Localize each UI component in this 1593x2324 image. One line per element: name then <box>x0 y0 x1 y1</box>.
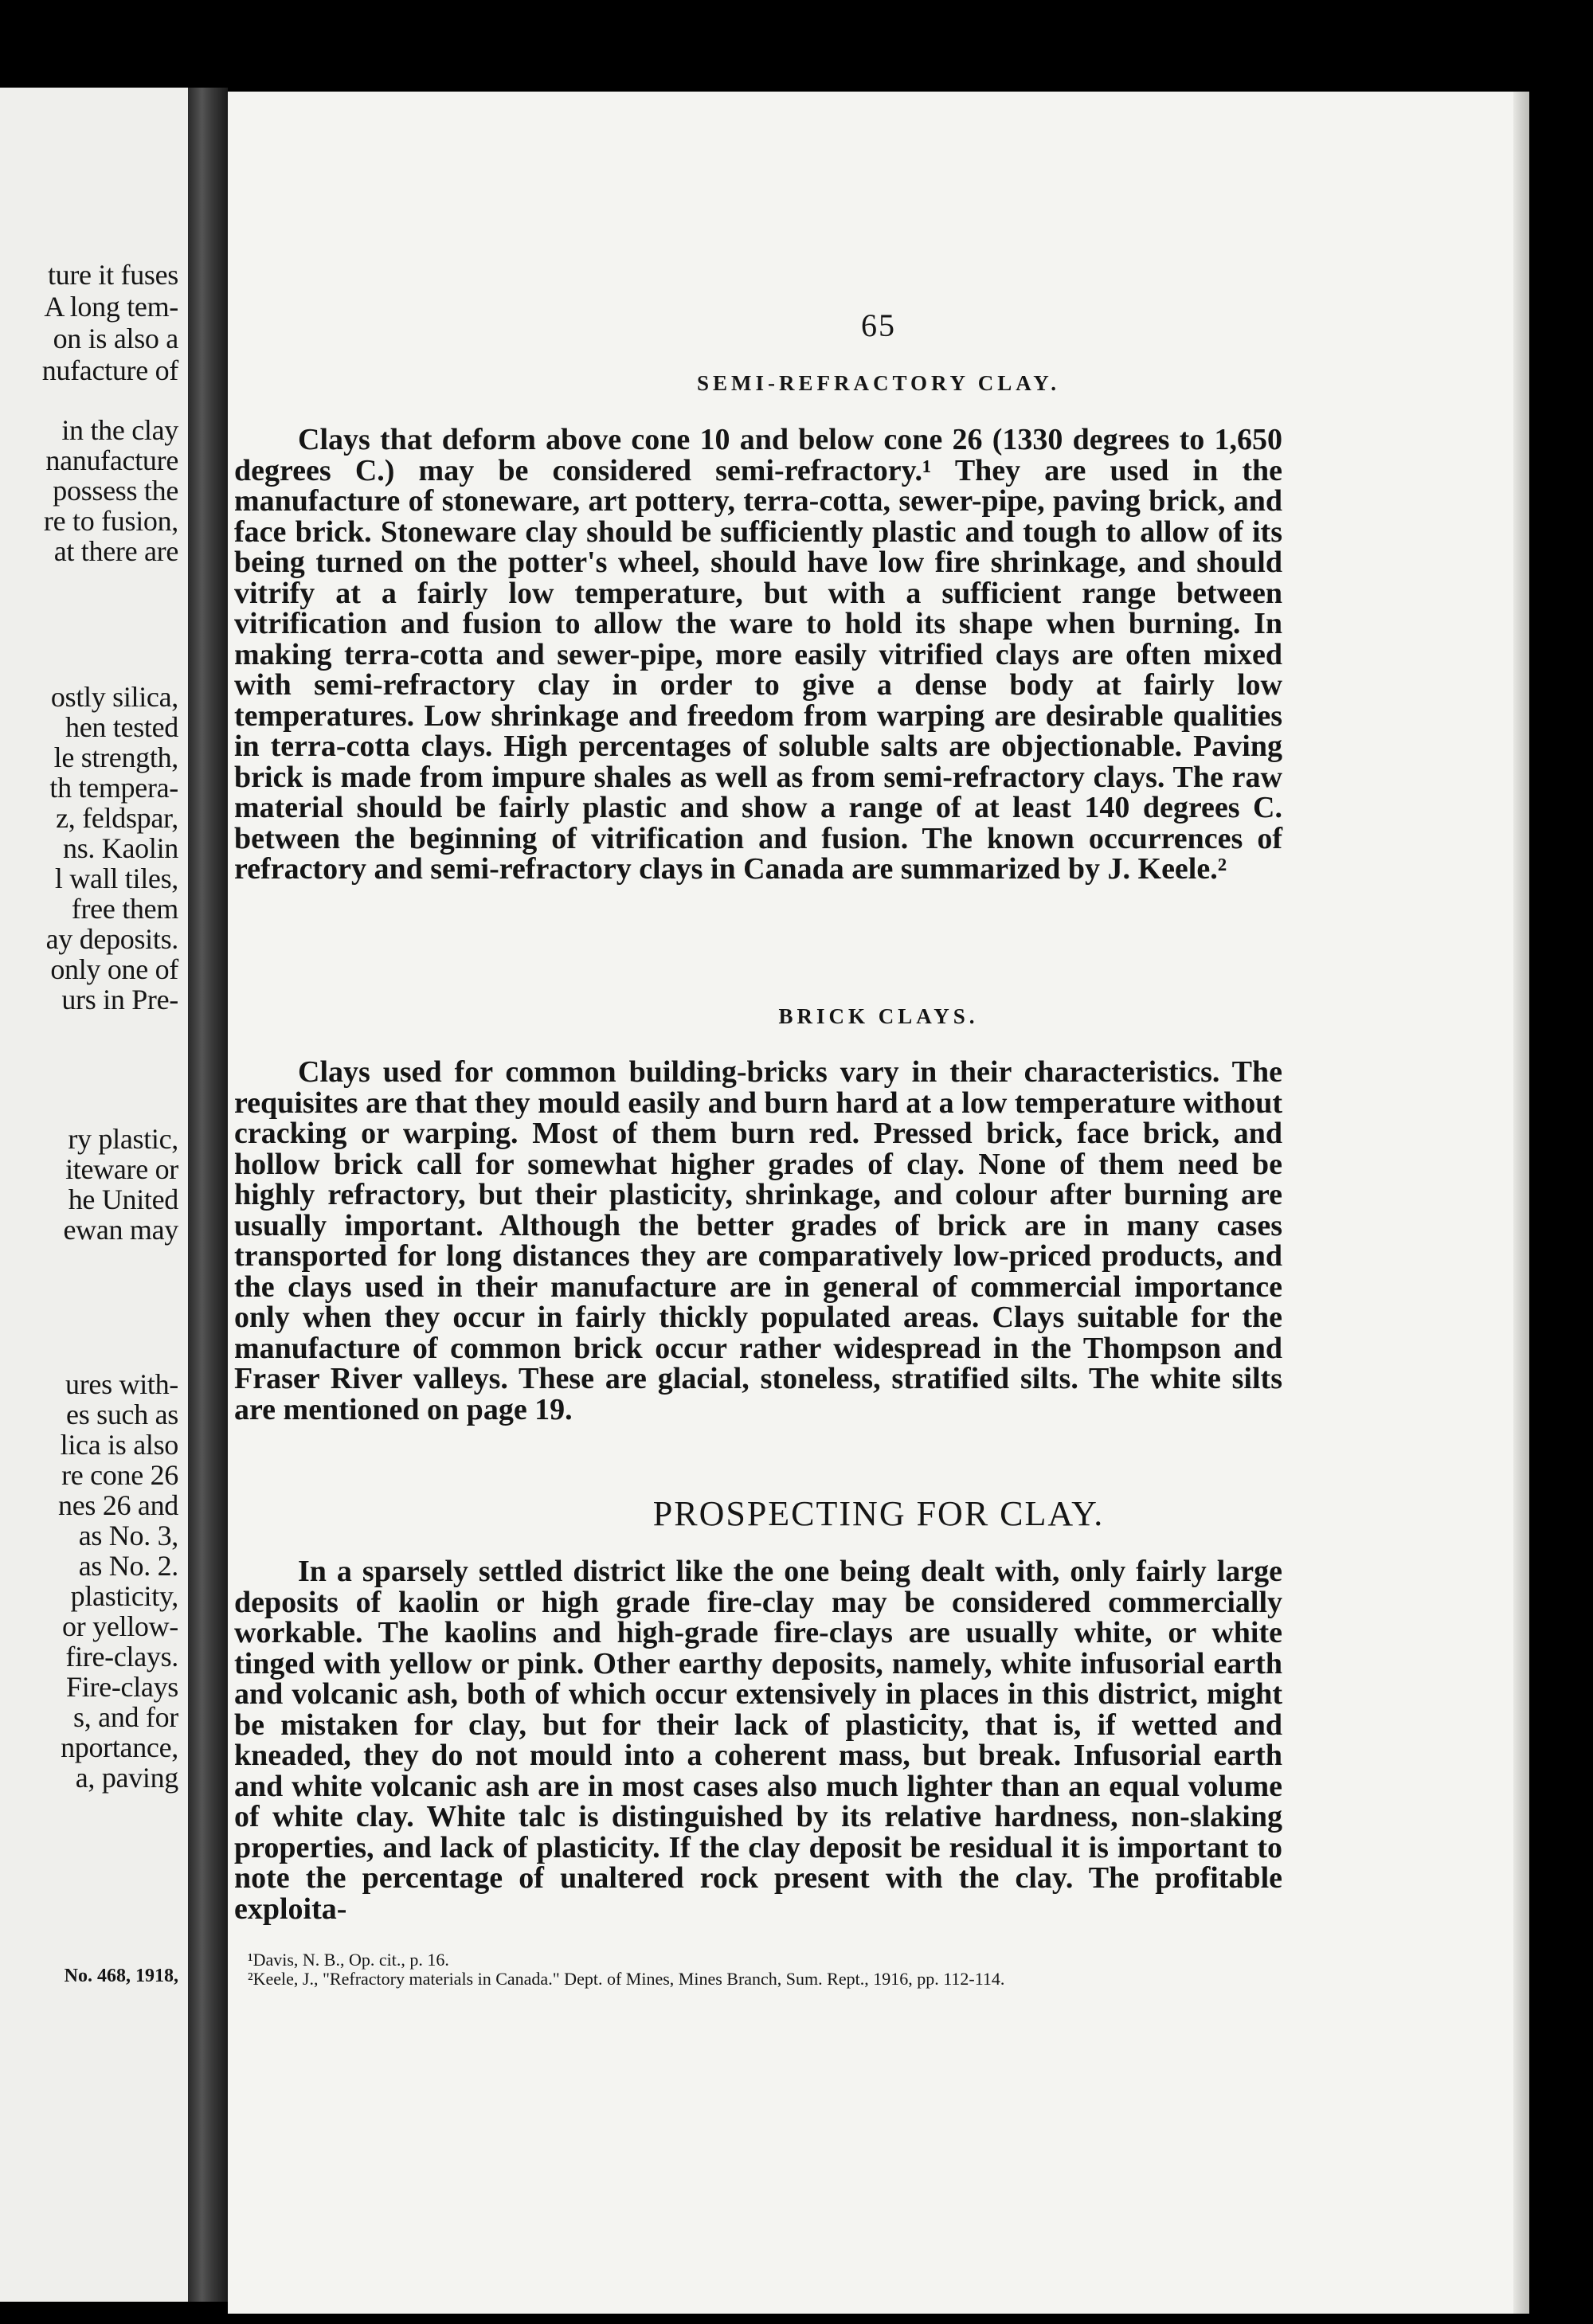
section-heading-brick-clays: BRICK CLAYS. <box>778 1004 979 1028</box>
left-page-line: Fire-clays <box>66 1671 178 1703</box>
left-page-line: possess the <box>53 475 178 507</box>
left-facing-page <box>0 88 188 2302</box>
binding-gutter <box>188 88 228 2302</box>
left-page-line: ns. Kaolin <box>63 832 178 864</box>
left-page-line: only one of <box>50 953 178 985</box>
left-page-line: th tempera- <box>49 772 178 804</box>
left-page-line: hen tested <box>65 711 178 743</box>
left-page-line: le strength, <box>53 741 178 773</box>
footnote-1: ¹Davis, N. B., Op. cit., p. 16. <box>248 1950 449 1970</box>
left-page-line: nufacture of <box>41 354 178 386</box>
section-heading-prospecting-for-clay: PROSPECTING FOR CLAY. <box>652 1494 1105 1533</box>
paragraph-brick-clays: Clays used for common building-bricks vary in their characteristics. The requisites are that they mould easily and burn hard at a low temperature without cracking or warping. Most of them burn red. Pressed brick, face brick, and hollow brick call for somewhat higher grades of clay. None of them need be highly refractory, but their plasticity, shrinkage, and colour after burning are usually important. Although the better grades of brick are in many cases transported for long distances they are comparatively low-priced products, and the clays used in their manufacture are in general of commercial importance only when they occur in fairly thickly populated areas. Clays suitable for the manufacture of common brick occur rather widespread in the Thompson and Fraser River valleys. These are glacial, stoneless, stratified silts. The white silts are mentioned on page 19. <box>234 1055 1282 1426</box>
left-page-footer: No. 468, 1918, <box>64 1966 178 1986</box>
section-heading-semi-refractory-clay: SEMI-REFRACTORY CLAY. <box>696 371 1061 395</box>
left-page-line: free them <box>71 893 178 925</box>
left-page-line: urs in Pre- <box>61 984 178 1015</box>
left-page-line: ures with- <box>65 1368 178 1400</box>
left-page-line: as No. 3, <box>78 1520 178 1551</box>
left-page-line: ay deposits. <box>45 923 178 955</box>
left-page-line: as No. 2. <box>78 1550 178 1582</box>
left-page-line: nanufacture <box>45 444 178 476</box>
left-page-line: es such as <box>66 1399 178 1430</box>
left-page-line: ostly silica, <box>50 681 178 713</box>
left-page-line: or yellow- <box>62 1610 178 1642</box>
page-number: 65 <box>861 307 896 343</box>
left-page-line: on is also a <box>53 323 178 354</box>
left-page-line: plasticity, <box>70 1580 178 1612</box>
left-page-line: he United <box>68 1184 178 1215</box>
footnote-2: ²Keele, J., "Refractory materials in Canada." Dept. of Mines, Mines Branch, Sum. Rept., 1916, pp. 112-114. <box>248 1969 1005 1989</box>
left-page-line: ry plastic, <box>68 1123 178 1155</box>
page-edge <box>1513 92 1529 2314</box>
left-page-line: ture it fuses <box>47 259 178 291</box>
left-page-line: a, paving <box>75 1762 178 1794</box>
left-page-line: fire-clays. <box>65 1641 178 1673</box>
left-page-line: l wall tiles, <box>54 863 178 894</box>
left-page-line: in the clay <box>61 414 178 446</box>
paragraph-semi-refractory-clay: Clays that deform above cone 10 and below cone 26 (1330 degrees to 1,650 degrees C.) may be considered semi-refractory.¹ They are used in the manufacture of stoneware, art pottery, terra-cotta, sewer-pipe, paving brick, and face brick. Stoneware clay should be sufficiently plastic and tough to allow of its being turned on the potter's wheel, should have low fire shrinkage, and should vitrify at a fairly low temperature, but with a sufficient range between vitrification and fusion to allow the ware to hold its shape when burning. In making terra-cotta and sewer-pipe, more easily vitrified clays are often mixed with semi-refractory clay in order to give a dense body at fairly low temperatures. Low shrinkage and freedom from warping are desirable qualities in terra-cotta clays. High percentages of soluble salts are objectionable. Paving brick is made from impure shales as well as from semi-refractory clays. The raw material should be fairly plastic and show a range of at least 140 degrees C. between the beginning of vitrification and fusion. The known occurrences of refractory and semi-refractory clays in Canada are summarized by J. Keele.² <box>234 423 1282 886</box>
left-page-line: nes 26 and <box>58 1489 178 1521</box>
left-page-line: re cone 26 <box>61 1459 178 1491</box>
left-page-line: ewan may <box>63 1214 178 1246</box>
left-page-line: lica is also <box>60 1429 178 1461</box>
left-page-line: z, feldspar, <box>56 802 178 834</box>
left-page-line: iteware or <box>65 1153 178 1185</box>
main-page <box>228 92 1529 2314</box>
paragraph-prospecting-for-clay: In a sparsely settled district like the one being dealt with, only fairly large deposits of kaolin or high grade fire-clay may be considered commercially workable. The kaolins and high-grade fire-clays are usually white, or white tinged with yellow or pink. Other earthy deposits, namely, white infusorial earth and volcanic ash, both of which occur extensively in places in this district, might be mistaken for clay, but for their lack of plasticity, that is, if wetted and kneaded, they do not mould into a coherent mass, but break. Infusorial earth and white volcanic ash are in most cases also much lighter than an equal volume of white clay. White talc is distinguished by its relative hardness, non-slaking properties, and lack of plasticity. If the clay deposit be residual it is important to note the percentage of unaltered rock present with the clay. The profitable exploita- <box>234 1555 1282 1926</box>
left-page-line: s, and for <box>73 1701 178 1733</box>
left-page-line: re to fusion, <box>43 505 178 537</box>
left-page-line: A long tem- <box>44 291 178 323</box>
left-page-line: nportance, <box>61 1731 178 1763</box>
left-page-line: at there are <box>53 535 178 567</box>
